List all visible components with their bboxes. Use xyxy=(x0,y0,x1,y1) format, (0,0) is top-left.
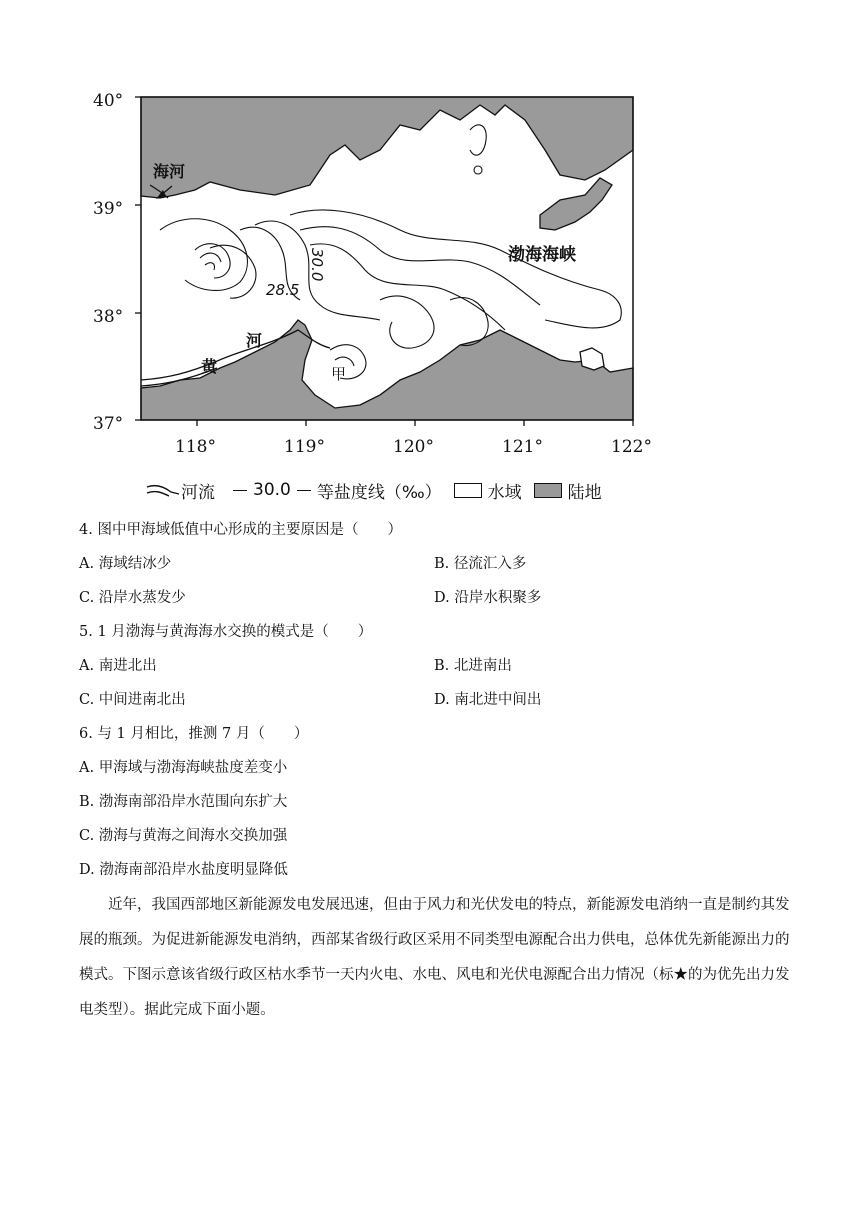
map-legend xyxy=(145,476,614,504)
label-jia: 甲 xyxy=(331,365,347,383)
legend-isoline-value: 30.0 xyxy=(253,480,291,500)
question-6-stem: 6. 与 1 月相比，推测 7 月（ ） xyxy=(79,726,309,742)
question-5-stem: 5. 1 月渤海与黄海海水交换的模式是（ ） xyxy=(79,624,373,640)
bohai-salinity-map xyxy=(0,0,868,470)
lon-label-120: 120° xyxy=(393,437,434,457)
label-isoline-30: 30.0 xyxy=(308,248,326,282)
lon-label-119: 119° xyxy=(284,437,325,457)
question-5-option-d[interactable]: D. 南北进中间出 xyxy=(434,692,542,708)
question-4-option-c[interactable]: C. 沿岸水蒸发少 xyxy=(79,590,186,606)
question-4-option-a[interactable]: A. 海域结冰少 xyxy=(79,556,172,572)
lat-label-38: 38° xyxy=(93,307,124,327)
lon-label-122: 122° xyxy=(611,437,652,457)
legend-isoline xyxy=(227,478,442,503)
question-6-option-c[interactable]: C. 渤海与黄海之间海水交换加强 xyxy=(79,828,288,844)
land-swatch xyxy=(534,483,562,498)
label-haihe: 海河 xyxy=(153,162,186,181)
question-4-stem: 4. 图中甲海域低值中心形成的主要原因是（ ） xyxy=(79,522,402,538)
river-symbol-icon xyxy=(145,482,181,498)
isoline-dash-right xyxy=(297,490,311,491)
question-6-option-d[interactable]: D. 渤海南部沿岸水盐度明显降低 xyxy=(79,862,288,878)
lat-label-39: 39° xyxy=(93,199,124,219)
lat-label-40: 40° xyxy=(93,91,124,111)
reading-passage xyxy=(79,888,791,1028)
label-bohai-strait: 渤海海峡 xyxy=(508,245,576,265)
label-isoline-285: 28.5 xyxy=(266,281,300,299)
question-5-option-c[interactable]: C. 中间进南北出 xyxy=(79,692,186,708)
legend-water xyxy=(454,478,522,503)
legend-river xyxy=(145,478,215,503)
question-6-option-a[interactable]: A. 甲海域与渤海海峡盐度差变小 xyxy=(79,760,288,776)
isoline-dash-left xyxy=(233,490,247,491)
label-huang: 黄 xyxy=(201,357,218,376)
question-6-option-b[interactable]: B. 渤海南部沿岸水范围向东扩大 xyxy=(79,794,288,810)
lat-label-37: 37° xyxy=(93,414,124,434)
legend-river-label: 河流 xyxy=(181,482,215,503)
question-5-option-a[interactable]: A. 南进北出 xyxy=(79,658,157,674)
lon-label-121: 121° xyxy=(502,437,543,457)
question-4-option-b[interactable]: B. 径流汇入多 xyxy=(434,556,527,572)
label-he: 河 xyxy=(246,331,263,350)
legend-land xyxy=(534,478,602,503)
legend-isoline-label: 等盐度线（‰） xyxy=(316,482,442,503)
lon-label-118: 118° xyxy=(175,437,216,457)
legend-land-label: 陆地 xyxy=(567,482,602,503)
question-5-option-b[interactable]: B. 北进南出 xyxy=(434,658,512,674)
legend-water-label: 水域 xyxy=(487,482,522,503)
water-swatch xyxy=(454,483,482,498)
passage-text: 近年，我国西部地区新能源发电发展迅速，但由于风力和光伏发电的特点，新能源发电消纳一直是制约其发展的瓶颈。为促进新能源发电消纳，西部某省级行政区采用不同类型电源配合出力供电，总体优先新能源出力的模式。下图示意该省级行政区枯水季节一天内火电、水电、风电和光伏电源配合出力情况（标★的为优先出力发电类型）。据此完成下面小题。 xyxy=(79,897,790,1018)
question-4-option-d[interactable]: D. 沿岸水积聚多 xyxy=(434,590,542,606)
